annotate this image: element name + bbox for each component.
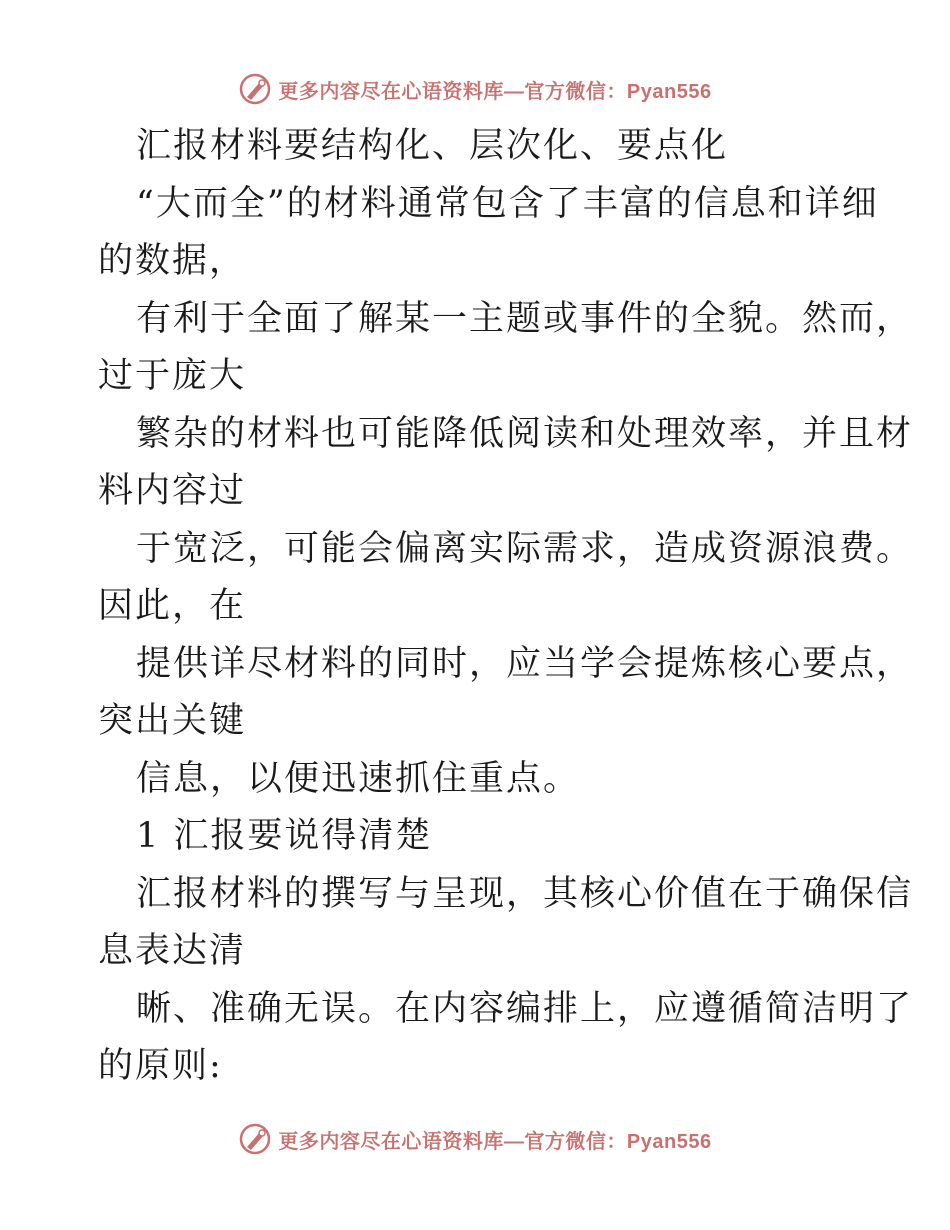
pen-seal-icon — [238, 72, 272, 106]
text-line: 料内容过 — [98, 471, 247, 511]
text-line: 有利于全面了解某一主题或事件的全貌。然而， — [136, 298, 914, 339]
footer-banner — [0, 1122, 950, 1156]
footer-banner-text: 更多内容尽在心语资料库—官方微信：Pyan556 — [278, 1130, 712, 1153]
text-line: 于宽泛，可能会偏离实际需求，造成资源浪费。 — [136, 528, 914, 569]
text-line: 汇报材料要结构化、层次化、要点化 — [136, 126, 729, 166]
header-banner — [0, 72, 950, 106]
text-line: 提供详尽材料的同时，应当学会提炼核心要点， — [136, 643, 914, 684]
text-line: 繁杂的材料也可能降低阅读和处理效率，并且材 — [136, 413, 914, 454]
document-body — [98, 118, 914, 1096]
text-line: 的数据， — [98, 241, 247, 281]
text-line: 息表达清 — [98, 931, 247, 971]
text-line: 过于庞大 — [98, 356, 247, 396]
pen-seal-icon — [238, 1122, 272, 1156]
text-line: 因此，在 — [98, 586, 247, 626]
text-line: 1 汇报要说得清楚 — [136, 816, 433, 856]
text-line: 突出关键 — [98, 701, 247, 741]
header-banner-text: 更多内容尽在心语资料库—官方微信：Pyan556 — [278, 80, 712, 103]
text-line: 的原则: — [98, 1046, 223, 1086]
text-line: “大而全”的材料通常包含了丰富的信息和详细 — [136, 183, 879, 224]
text-line: 汇报材料的撰写与呈现，其核心价值在于确保信 — [136, 873, 914, 914]
text-line: 晰、准确无误。在内容编排上，应遵循简洁明了 — [136, 988, 914, 1029]
text-line: 信息，以便迅速抓住重点。 — [136, 758, 581, 799]
